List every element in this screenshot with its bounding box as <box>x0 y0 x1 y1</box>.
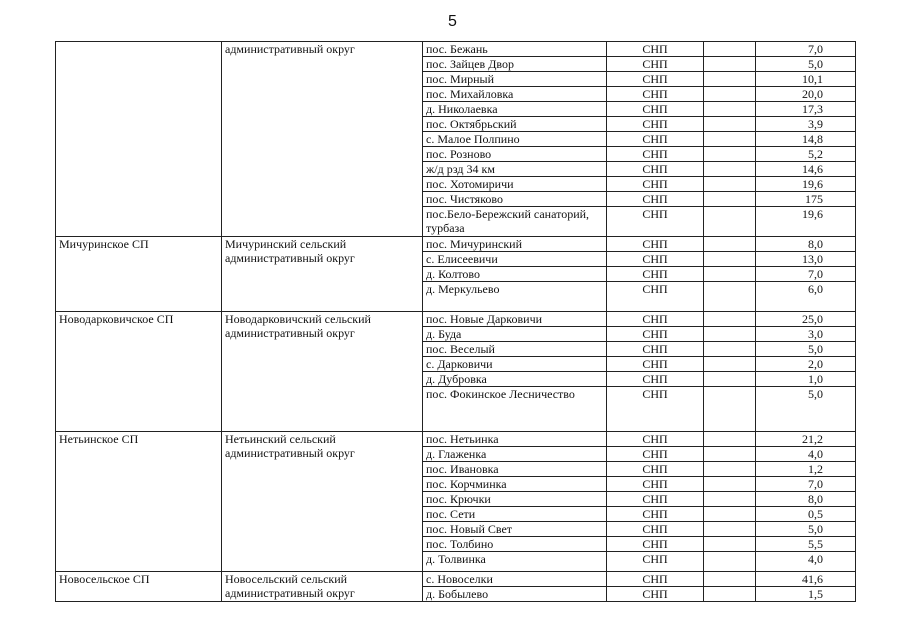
empty-cell <box>704 507 756 522</box>
settlement-name-cell: пос. Новый Свет <box>423 522 607 537</box>
settlement-municipality-cell: Мичуринское СП <box>56 237 222 312</box>
settlement-type-cell: СНП <box>607 571 704 586</box>
settlement-name-cell: пос. Корчминка <box>423 477 607 492</box>
empty-cell <box>704 87 756 102</box>
settlement-name-cell: д. Глаженка <box>423 447 607 462</box>
value-cell: 5,0 <box>756 387 856 432</box>
value-cell: 5,5 <box>756 537 856 552</box>
settlement-type-cell: СНП <box>607 432 704 447</box>
value-cell: 6,0 <box>756 282 856 312</box>
empty-cell <box>704 147 756 162</box>
settlement-name-cell: с. Дарковичи <box>423 357 607 372</box>
value-cell: 3,9 <box>756 117 856 132</box>
settlement-name-cell: с. Малое Полпино <box>423 132 607 147</box>
settlement-type-cell: СНП <box>607 117 704 132</box>
settlement-type-cell: СНП <box>607 552 704 572</box>
settlement-name-cell: д. Колтово <box>423 267 607 282</box>
settlement-name-cell: д. Николаевка <box>423 102 607 117</box>
settlement-type-cell: СНП <box>607 522 704 537</box>
settlement-municipality-cell: Новосельское СП <box>56 571 222 601</box>
table-row <box>56 432 856 447</box>
empty-cell <box>704 586 756 601</box>
value-cell: 7,0 <box>756 267 856 282</box>
empty-cell <box>704 462 756 477</box>
empty-cell <box>704 162 756 177</box>
settlement-name-cell: пос. Мичуринский <box>423 237 607 252</box>
settlement-type-cell: СНП <box>607 42 704 57</box>
settlement-name-cell: пос. Крючки <box>423 492 607 507</box>
empty-cell <box>704 252 756 267</box>
settlements-table <box>55 41 856 602</box>
value-cell: 5,0 <box>756 57 856 72</box>
value-cell: 5,2 <box>756 147 856 162</box>
empty-cell <box>704 132 756 147</box>
settlement-name-cell: пос. Мирный <box>423 72 607 87</box>
settlement-type-cell: СНП <box>607 87 704 102</box>
table-row <box>56 237 856 252</box>
settlement-type-cell: СНП <box>607 477 704 492</box>
settlement-type-cell: СНП <box>607 462 704 477</box>
settlement-name-cell: д. Дубровка <box>423 372 607 387</box>
value-cell: 1,2 <box>756 462 856 477</box>
settlement-name-cell: пос. Октябрьский <box>423 117 607 132</box>
empty-cell <box>704 552 756 572</box>
settlement-name-cell: д. Меркульево <box>423 282 607 312</box>
empty-cell <box>704 207 756 237</box>
empty-cell <box>704 537 756 552</box>
value-cell: 5,0 <box>756 342 856 357</box>
empty-cell <box>704 42 756 57</box>
settlement-type-cell: СНП <box>607 282 704 312</box>
table-row <box>56 571 856 586</box>
administrative-district-cell: Новодарковичский сельский административный округ <box>222 312 423 432</box>
settlement-municipality-cell <box>56 42 222 237</box>
settlement-type-cell: СНП <box>607 132 704 147</box>
settlement-type-cell: СНП <box>607 102 704 117</box>
administrative-district-cell: Нетьинский сельский административный округ <box>222 432 423 572</box>
settlement-type-cell: СНП <box>607 267 704 282</box>
value-cell: 7,0 <box>756 477 856 492</box>
settlement-type-cell: СНП <box>607 177 704 192</box>
empty-cell <box>704 177 756 192</box>
settlement-name-cell: пос. Зайцев Двор <box>423 57 607 72</box>
value-cell: 13,0 <box>756 252 856 267</box>
settlement-type-cell: СНП <box>607 207 704 237</box>
settlement-name-cell: д. Буда <box>423 327 607 342</box>
settlement-name-cell: пос. Розново <box>423 147 607 162</box>
settlement-name-cell: пос. Нетьинка <box>423 432 607 447</box>
settlement-name-cell: пос. Михайловка <box>423 87 607 102</box>
empty-cell <box>704 492 756 507</box>
value-cell: 2,0 <box>756 357 856 372</box>
settlement-type-cell: СНП <box>607 72 704 87</box>
value-cell: 19,6 <box>756 177 856 192</box>
administrative-district-cell: Новосельский сельский административный округ <box>222 571 423 601</box>
empty-cell <box>704 312 756 327</box>
empty-cell <box>704 342 756 357</box>
settlement-name-cell: ж/д рзд 34 км <box>423 162 607 177</box>
settlement-name-cell: пос. Фокинское Лесничество <box>423 387 607 432</box>
settlement-name-cell: д. Бобылево <box>423 586 607 601</box>
empty-cell <box>704 117 756 132</box>
empty-cell <box>704 357 756 372</box>
value-cell: 8,0 <box>756 492 856 507</box>
value-cell: 0,5 <box>756 507 856 522</box>
settlement-type-cell: СНП <box>607 237 704 252</box>
empty-cell <box>704 522 756 537</box>
empty-cell <box>704 192 756 207</box>
empty-cell <box>704 57 756 72</box>
settlement-name-cell: пос. Бежань <box>423 42 607 57</box>
settlement-municipality-cell: Новодарковичское СП <box>56 312 222 432</box>
value-cell: 20,0 <box>756 87 856 102</box>
settlement-name-cell: пос. Сети <box>423 507 607 522</box>
table-row <box>56 312 856 327</box>
value-cell: 17,3 <box>756 102 856 117</box>
administrative-district-cell: административный округ <box>222 42 423 237</box>
empty-cell <box>704 447 756 462</box>
settlement-name-cell: пос. Ивановка <box>423 462 607 477</box>
empty-cell <box>704 327 756 342</box>
empty-cell <box>704 477 756 492</box>
settlement-type-cell: СНП <box>607 192 704 207</box>
empty-cell <box>704 282 756 312</box>
settlement-type-cell: СНП <box>607 252 704 267</box>
value-cell: 10,1 <box>756 72 856 87</box>
empty-cell <box>704 102 756 117</box>
settlement-name-cell: с. Новоселки <box>423 571 607 586</box>
settlement-type-cell: СНП <box>607 57 704 72</box>
settlement-type-cell: СНП <box>607 312 704 327</box>
value-cell: 8,0 <box>756 237 856 252</box>
settlement-name-cell: пос. Чистяково <box>423 192 607 207</box>
settlement-name-cell: пос.Бело-Бережский санаторий, турбаза <box>423 207 607 237</box>
empty-cell <box>704 267 756 282</box>
value-cell: 7,0 <box>756 42 856 57</box>
settlement-type-cell: СНП <box>607 586 704 601</box>
empty-cell <box>704 432 756 447</box>
page-number: 5 <box>448 13 457 30</box>
settlement-name-cell: с. Елисеевичи <box>423 252 607 267</box>
value-cell: 4,0 <box>756 447 856 462</box>
value-cell: 175 <box>756 192 856 207</box>
settlement-type-cell: СНП <box>607 387 704 432</box>
settlement-name-cell: пос. Хотомиричи <box>423 177 607 192</box>
empty-cell <box>704 237 756 252</box>
value-cell: 14,8 <box>756 132 856 147</box>
empty-cell <box>704 387 756 432</box>
settlement-type-cell: СНП <box>607 147 704 162</box>
empty-cell <box>704 72 756 87</box>
settlement-name-cell: пос. Веселый <box>423 342 607 357</box>
settlement-type-cell: СНП <box>607 162 704 177</box>
settlement-type-cell: СНП <box>607 492 704 507</box>
settlement-type-cell: СНП <box>607 327 704 342</box>
settlement-type-cell: СНП <box>607 342 704 357</box>
empty-cell <box>704 372 756 387</box>
settlement-type-cell: СНП <box>607 537 704 552</box>
value-cell: 19,6 <box>756 207 856 237</box>
value-cell: 1,0 <box>756 372 856 387</box>
value-cell: 3,0 <box>756 327 856 342</box>
settlement-type-cell: СНП <box>607 357 704 372</box>
value-cell: 41,6 <box>756 571 856 586</box>
value-cell: 1,5 <box>756 586 856 601</box>
value-cell: 4,0 <box>756 552 856 572</box>
settlement-municipality-cell: Нетьинское СП <box>56 432 222 572</box>
empty-cell <box>704 571 756 586</box>
value-cell: 25,0 <box>756 312 856 327</box>
value-cell: 14,6 <box>756 162 856 177</box>
settlement-type-cell: СНП <box>607 372 704 387</box>
settlement-name-cell: пос. Толбино <box>423 537 607 552</box>
value-cell: 21,2 <box>756 432 856 447</box>
settlement-name-cell: д. Толвинка <box>423 552 607 572</box>
settlement-type-cell: СНП <box>607 507 704 522</box>
table-row <box>56 42 856 57</box>
settlement-type-cell: СНП <box>607 447 704 462</box>
value-cell: 5,0 <box>756 522 856 537</box>
settlement-name-cell: пос. Новые Дарковичи <box>423 312 607 327</box>
administrative-district-cell: Мичуринский сельский административный округ <box>222 237 423 312</box>
